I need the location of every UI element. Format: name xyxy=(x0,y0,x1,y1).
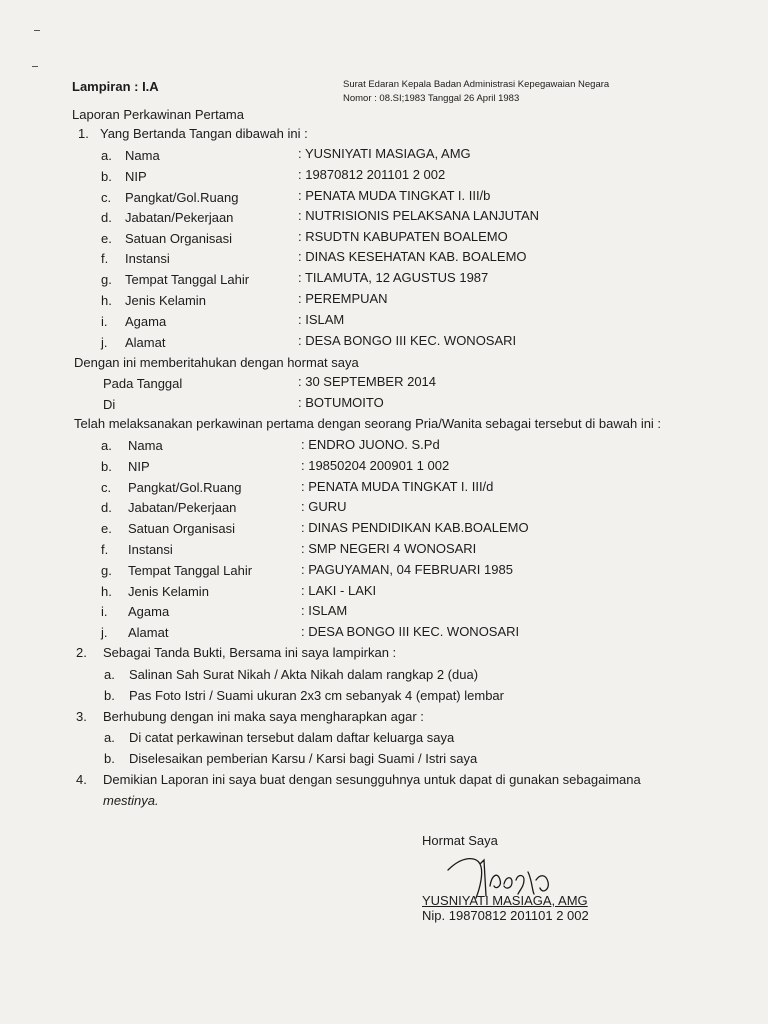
row-value: : ENDRO JUONO. S.Pd xyxy=(301,437,440,452)
row-letter: e. xyxy=(101,521,112,536)
row-value: : 19870812 201101 2 002 xyxy=(298,167,446,182)
row-label: Pangkat/Gol.Ruang xyxy=(125,190,239,205)
row-label: Tempat Tanggal Lahir xyxy=(125,272,250,287)
row-label: Alamat xyxy=(128,625,169,640)
row-letter: g. xyxy=(101,563,112,578)
row-value: : LAKI - LAKI xyxy=(301,583,377,598)
row-label: Agama xyxy=(128,604,170,619)
scan-mark xyxy=(32,66,38,67)
reference-line-1: Surat Edaran Kepala Badan Administrasi Kepegawaian Negara xyxy=(343,79,610,90)
row-label: Instansi xyxy=(128,542,173,557)
row-value: : ISLAM xyxy=(298,312,345,327)
item-letter: b. xyxy=(104,751,115,766)
row-value: : PAGUYAMAN, 04 FEBRUARI 1985 xyxy=(301,562,513,577)
row-value: : DESA BONGO III KEC. WONOSARI xyxy=(298,333,517,348)
row-value: : GURU xyxy=(301,499,347,514)
row-letter: h. xyxy=(101,293,112,308)
row-letter: d. xyxy=(101,210,112,225)
row-value: : TILAMUTA, 12 AGUSTUS 1987 xyxy=(298,270,489,285)
section-1-heading: Yang Bertanda Tangan dibawah ini : xyxy=(100,126,308,141)
row-letter: j. xyxy=(101,335,108,350)
row-value: : DESA BONGO III KEC. WONOSARI xyxy=(301,624,520,639)
section-3-heading: Berhubung dengan ini maka saya mengharapkan agar : xyxy=(103,709,424,724)
item-text: Salinan Sah Surat Nikah / Akta Nikah dalam rangkap 2 (dua) xyxy=(129,667,479,682)
item-letter: a. xyxy=(104,730,115,745)
place-value: : BOTUMOITO xyxy=(298,395,384,410)
row-label: Satuan Organisasi xyxy=(125,231,232,246)
marriage-statement: Telah melaksanakan perkawinan pertama dengan seorang Pria/Wanita sebagai tersebut di bawah ini : xyxy=(74,416,662,431)
section-4-line-1: Demikian Laporan ini saya buat dengan sesungguhnya untuk dapat di gunakan sebagaimana xyxy=(103,772,641,787)
row-letter: c. xyxy=(101,480,112,495)
section-4-line-2: mestinya. xyxy=(103,793,159,808)
row-label: Nama xyxy=(128,438,163,453)
row-label: Jabatan/Pekerjaan xyxy=(125,210,234,225)
row-value: : DINAS KESEHATAN KAB. BOALEMO xyxy=(298,249,527,264)
row-value: : YUSNIYATI MASIAGA, AMG xyxy=(298,146,471,161)
row-label: Agama xyxy=(125,314,167,329)
row-letter: e. xyxy=(101,231,112,246)
row-label: Pangkat/Gol.Ruang xyxy=(128,480,242,495)
row-letter: h. xyxy=(101,584,112,599)
row-letter: b. xyxy=(101,459,112,474)
section-2-number: 2. xyxy=(76,645,87,660)
row-label: NIP xyxy=(128,459,150,474)
row-label: Jenis Kelamin xyxy=(128,584,209,599)
row-label: Jabatan/Pekerjaan xyxy=(128,500,237,515)
row-value: : RSUDTN KABUPATEN BOALEMO xyxy=(298,229,508,244)
row-label: NIP xyxy=(125,169,147,184)
row-value: : DINAS PENDIDIKAN KAB.BOALEMO xyxy=(301,520,529,535)
item-text: Pas Foto Istri / Suami ukuran 2x3 cm sebanyak 4 (empat) lembar xyxy=(129,688,504,703)
row-value: : 19850204 200901 1 002 xyxy=(301,458,450,473)
closing-greeting: Hormat Saya xyxy=(422,833,498,848)
row-value: : PENATA MUDA TINGKAT I. III/b xyxy=(298,188,491,203)
row-label: Alamat xyxy=(125,335,166,350)
date-value: : 30 SEPTEMBER 2014 xyxy=(298,374,437,389)
row-letter: d. xyxy=(101,500,112,515)
item-letter: b. xyxy=(104,688,115,703)
signatory-nip: Nip. 19870812 201101 2 002 xyxy=(422,908,589,923)
notice-line: Dengan ini memberitahukan dengan hormat saya xyxy=(74,355,359,370)
row-letter: a. xyxy=(101,148,112,163)
document-title: Laporan Perkawinan Pertama xyxy=(72,107,244,122)
reference-line-2: Nomor : 08.SI;1983 Tanggal 26 April 1983 xyxy=(343,93,520,104)
row-label: Satuan Organisasi xyxy=(128,521,235,536)
section-1-number: 1. xyxy=(78,126,89,141)
row-label: Jenis Kelamin xyxy=(125,293,206,308)
row-value: : PEREMPUAN xyxy=(298,291,388,306)
row-letter: f. xyxy=(101,251,109,266)
row-letter: a. xyxy=(101,438,112,453)
lampiran-label: Lampiran : I.A xyxy=(72,79,159,94)
row-letter: i. xyxy=(101,314,108,329)
row-letter: f. xyxy=(101,542,109,557)
row-value: : PENATA MUDA TINGKAT I. III/d xyxy=(301,479,494,494)
item-text: Diselesaikan pemberian Karsu / Karsi bagi Suami / Istri saya xyxy=(129,751,478,766)
section-2-heading: Sebagai Tanda Bukti, Bersama ini saya lampirkan : xyxy=(103,645,397,660)
row-letter: g. xyxy=(101,272,112,287)
item-letter: a. xyxy=(104,667,115,682)
row-value: : SMP NEGERI 4 WONOSARI xyxy=(301,541,477,556)
row-label: Tempat Tanggal Lahir xyxy=(128,563,253,578)
row-letter: i. xyxy=(101,604,108,619)
date-label: Pada Tanggal xyxy=(103,376,183,391)
scan-mark xyxy=(34,30,40,31)
place-label: Di xyxy=(103,397,116,412)
row-label: Nama xyxy=(125,148,160,163)
row-value: : NUTRISIONIS PELAKSANA LANJUTAN xyxy=(298,208,540,223)
item-text: Di catat perkawinan tersebut dalam daftar keluarga saya xyxy=(129,730,455,745)
section-4-number: 4. xyxy=(76,772,87,787)
row-letter: j. xyxy=(101,625,108,640)
row-label: Instansi xyxy=(125,251,170,266)
row-letter: c. xyxy=(101,190,112,205)
section-3-number: 3. xyxy=(76,709,87,724)
signatory-name: YUSNIYATI MASIAGA, AMG xyxy=(422,893,588,908)
row-value: : ISLAM xyxy=(301,603,348,618)
row-letter: b. xyxy=(101,169,112,184)
